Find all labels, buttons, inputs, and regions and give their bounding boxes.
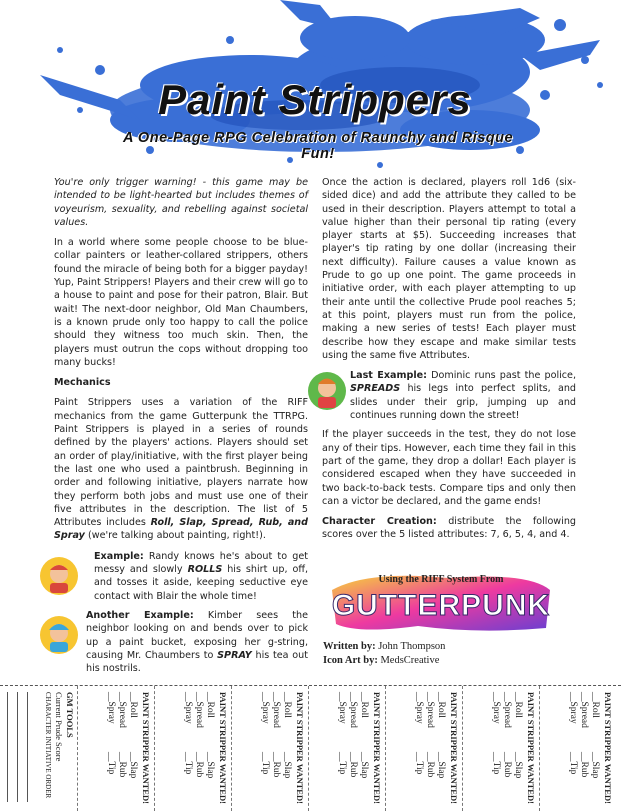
attr-tip: __Tip bbox=[568, 752, 578, 775]
attr-spread: __Spread bbox=[579, 692, 589, 728]
example-2-label: Another Example: bbox=[86, 609, 194, 621]
attr-slap: __Slap bbox=[205, 752, 215, 779]
painter-avatar-icon bbox=[38, 554, 80, 596]
attr-col-1 bbox=[567, 692, 600, 728]
gm-tools-tab bbox=[0, 686, 77, 811]
example-2-b: his tea out his nostrils. bbox=[86, 649, 308, 675]
attr-spread: __Spread bbox=[271, 692, 281, 728]
attr-slap: __Slap bbox=[282, 752, 292, 779]
attr-col-2 bbox=[105, 752, 138, 778]
example-1-em: ROLLS bbox=[187, 564, 223, 576]
attr-col-2 bbox=[490, 752, 523, 778]
attr-tip: __Tip bbox=[106, 752, 116, 775]
example-1-a: Randy knows he's about to get messy and slowly bbox=[94, 550, 308, 576]
page-subtitle: A One-Page RPG Celebration of Raunchy and Risque Fun! bbox=[122, 130, 514, 162]
attr-slap: __Slap bbox=[436, 752, 446, 779]
example-2-a: Kimber sees the neighbor looking on and bends over to pick up a paint bucket, exposing her g-string, causing Mr. Chaumbers to bbox=[86, 609, 308, 661]
attr-spread: __Spread bbox=[117, 692, 127, 728]
written-by bbox=[323, 640, 573, 654]
gm-initiative-label: CHARACTER INITIATIVE ORDER bbox=[44, 692, 52, 799]
attr-roll: __Roll bbox=[513, 692, 523, 718]
attr-spray: __Spray bbox=[337, 692, 347, 724]
player-tab bbox=[77, 686, 155, 811]
example-1-label: Example: bbox=[94, 550, 144, 562]
example-1-text bbox=[94, 550, 308, 603]
initiative-line bbox=[17, 692, 27, 802]
player-tab bbox=[308, 686, 386, 811]
rules-paragraph: Once the action is declared, players roll 1d6 (six-sided dice) and add the attribute they called to be used in their description. Players attempt to total a value higher than their personal tip rating (every player starts at $5). Succeeding increases that player's tip rating by one dollar (increasing their next difficulty). Failure causes a value known as Prude to go up one point. The game proceeds in initiative order, with each player attempting to up their ante until the collective Prude pool reaches 5; at this point, players must run from the police, making a new series of tests! Each player must describe how they escape and make similar tests using the same five Attributes. bbox=[322, 177, 576, 361]
attr-slap: __Slap bbox=[590, 752, 600, 779]
attr-col-1 bbox=[105, 692, 138, 728]
attr-tip: __Tip bbox=[260, 752, 270, 775]
attr-spray: __Spray bbox=[568, 692, 578, 724]
attr-spray: __Spray bbox=[106, 692, 116, 724]
character-creation-label: Character Creation: bbox=[322, 516, 437, 528]
riff-logo-text: GUTTERPUNK bbox=[331, 589, 551, 622]
riff-using-text: Using the RIFF System From bbox=[378, 574, 504, 585]
attr-rub: __Rub bbox=[502, 752, 512, 778]
player-tab-rotated bbox=[540, 686, 617, 811]
attr-roll: __Roll bbox=[436, 692, 446, 718]
example-3-em: SPREADS bbox=[350, 383, 401, 395]
gutterpunk-riff-logo bbox=[328, 568, 554, 634]
attr-tip: __Tip bbox=[337, 752, 347, 775]
mechanics-paragraph bbox=[54, 396, 308, 542]
attr-tip: __Tip bbox=[414, 752, 424, 775]
attr-roll: __Roll bbox=[282, 692, 292, 718]
example-3 bbox=[322, 369, 576, 422]
attr-spray: __Spray bbox=[491, 692, 501, 724]
character-creation-paragraph bbox=[322, 515, 576, 542]
player-tab-rotated bbox=[386, 686, 463, 811]
stripper-avatar-icon bbox=[38, 613, 80, 655]
attr-col-1 bbox=[413, 692, 446, 728]
player-tab-header: PAINT STRIPPER WANTED! bbox=[526, 692, 536, 804]
attr-tip: __Tip bbox=[491, 752, 501, 775]
attr-col-1 bbox=[336, 692, 369, 728]
attr-rub: __Rub bbox=[425, 752, 435, 778]
example-3-a: Dominic runs past the police, bbox=[427, 370, 576, 382]
attr-roll: __Roll bbox=[128, 692, 138, 718]
attr-tip: __Tip bbox=[183, 752, 193, 775]
player-tab-rotated bbox=[232, 686, 309, 811]
attr-rub: __Rub bbox=[117, 752, 127, 778]
runner-avatar-icon bbox=[306, 369, 348, 411]
player-tab bbox=[154, 686, 232, 811]
attr-slap: __Slap bbox=[128, 752, 138, 779]
attr-col-2 bbox=[259, 752, 292, 778]
attr-rub: __Rub bbox=[271, 752, 281, 778]
player-tab-rotated bbox=[309, 686, 386, 811]
attr-col-2 bbox=[336, 752, 369, 778]
written-by-name: John Thompson bbox=[375, 641, 446, 652]
right-column bbox=[322, 176, 576, 549]
player-tab-header: PAINT STRIPPER WANTED! bbox=[449, 692, 459, 804]
attr-spread: __Spread bbox=[425, 692, 435, 728]
character-creation-text: distribute the following scores over the 5 listed attributes: 7, 6, 5, 4, and 4. bbox=[322, 516, 576, 541]
attr-slap: __Slap bbox=[359, 752, 369, 779]
tear-off-tabs bbox=[0, 686, 621, 811]
trigger-warning-text: You're only trigger warning! - this game may be intended to be light-hearted but includes themes of voyeurism, sexuality, and rebelling against societal values. bbox=[54, 177, 308, 228]
premise-paragraph: In a world where some people choose to be blue-collar painters or leather-collared strippers, others found the miracle of being both for a bigger payday! Yup, Paint Strippers! Players and their crew will go to a house to paint and pose for their patron, Blair. But wait! The next-door neighbor, Old Man Chaumbers, is a known prude only too happy to call the police should they witness too much skin. Then, the players must outrun the cops without dropping too many bucks! bbox=[54, 237, 308, 368]
player-tab bbox=[539, 686, 617, 811]
attr-spread: __Spread bbox=[502, 692, 512, 728]
player-tab-header: PAINT STRIPPER WANTED! bbox=[372, 692, 382, 804]
attr-col-1 bbox=[259, 692, 292, 728]
example-2 bbox=[54, 609, 308, 675]
attr-rub: __Rub bbox=[579, 752, 589, 778]
attr-slap: __Slap bbox=[513, 752, 523, 779]
icon-art-label: Icon Art by: bbox=[323, 655, 378, 666]
initiative-line bbox=[0, 692, 7, 802]
gm-tools-rotated bbox=[0, 686, 77, 811]
attr-roll: __Roll bbox=[359, 692, 369, 718]
gm-tools-title: GM TOOLS bbox=[65, 692, 75, 738]
initiative-line bbox=[27, 692, 37, 802]
attr-rub: __Rub bbox=[194, 752, 204, 778]
player-tab-header: PAINT STRIPPER WANTED! bbox=[295, 692, 305, 804]
page-title: Paint Strippers bbox=[158, 76, 472, 123]
escape-paragraph: If the player succeeds in the test, they do not lose any of their tips. However, each time they fail in this part of the game, they drop a dollar! Each player is considered escaped when they have succeeded in two back-to-back tests. Compare tips and only then can a victor be declared, and the game ends! bbox=[322, 429, 576, 507]
attr-rub: __Rub bbox=[348, 752, 358, 778]
icon-art-by bbox=[323, 654, 573, 668]
attr-spray: __Spray bbox=[414, 692, 424, 724]
example-3-text bbox=[350, 369, 576, 422]
example-3-b: his legs into perfect splits, and slides under their grip, jumping up and continues running down the street! bbox=[350, 383, 576, 422]
example-2-em: SPRAY bbox=[217, 649, 252, 661]
attr-spread: __Spread bbox=[194, 692, 204, 728]
example-3-label: Last Example: bbox=[350, 370, 428, 382]
example-1-b: his shirt up, off, and tosses it aside, keeping seductive eye contact with Blair the whole time! bbox=[94, 564, 308, 602]
initiative-line bbox=[7, 692, 17, 802]
attr-col-1 bbox=[182, 692, 215, 728]
attr-col-2 bbox=[182, 752, 215, 778]
attr-col-2 bbox=[567, 752, 600, 778]
player-tab-header: PAINT STRIPPER WANTED! bbox=[141, 692, 151, 804]
credits bbox=[323, 640, 573, 668]
player-tab bbox=[231, 686, 309, 811]
example-1 bbox=[54, 550, 308, 603]
player-tab bbox=[385, 686, 463, 811]
example-2-text bbox=[86, 609, 308, 675]
player-tab-header: PAINT STRIPPER WANTED! bbox=[603, 692, 613, 804]
attr-roll: __Roll bbox=[205, 692, 215, 718]
player-tab-rotated bbox=[155, 686, 232, 811]
player-tab-rotated bbox=[463, 686, 540, 811]
icon-art-name: MedsCreative bbox=[377, 655, 440, 666]
attr-spread: __Spread bbox=[348, 692, 358, 728]
player-tab-header: PAINT STRIPPER WANTED! bbox=[218, 692, 228, 804]
attr-spray: __Spray bbox=[260, 692, 270, 724]
left-column bbox=[54, 176, 308, 681]
attr-spray: __Spray bbox=[183, 692, 193, 724]
written-by-label: Written by: bbox=[323, 641, 376, 652]
mechanics-text-end: (we're talking about painting, right!). bbox=[84, 530, 266, 542]
attr-roll: __Roll bbox=[590, 692, 600, 718]
attr-col-2 bbox=[413, 752, 446, 778]
gm-initiative-lines bbox=[0, 692, 37, 802]
player-tab bbox=[462, 686, 540, 811]
mechanics-heading: Mechanics bbox=[54, 377, 111, 389]
attr-col-1 bbox=[490, 692, 523, 728]
attribute-list: Roll, Slap, Spread, Rub, and Spray bbox=[54, 517, 308, 542]
gm-prude-label: Current Prude Score bbox=[54, 692, 64, 762]
player-tab-rotated bbox=[78, 686, 155, 811]
mechanics-text: Paint Strippers uses a variation of the RIFF mechanics from the game Gutterpunk the TTRPG. Paint Strippers is played in a series of rounds defined by the players' actions. Players should set an order of play/initiative, with the first player being the last one who used a paintbrush. Beginning in order and following initiative, players narrate how they perform both jobs and must use one of their five attributes in the description. The list of 5 Attributes includes bbox=[54, 397, 308, 529]
